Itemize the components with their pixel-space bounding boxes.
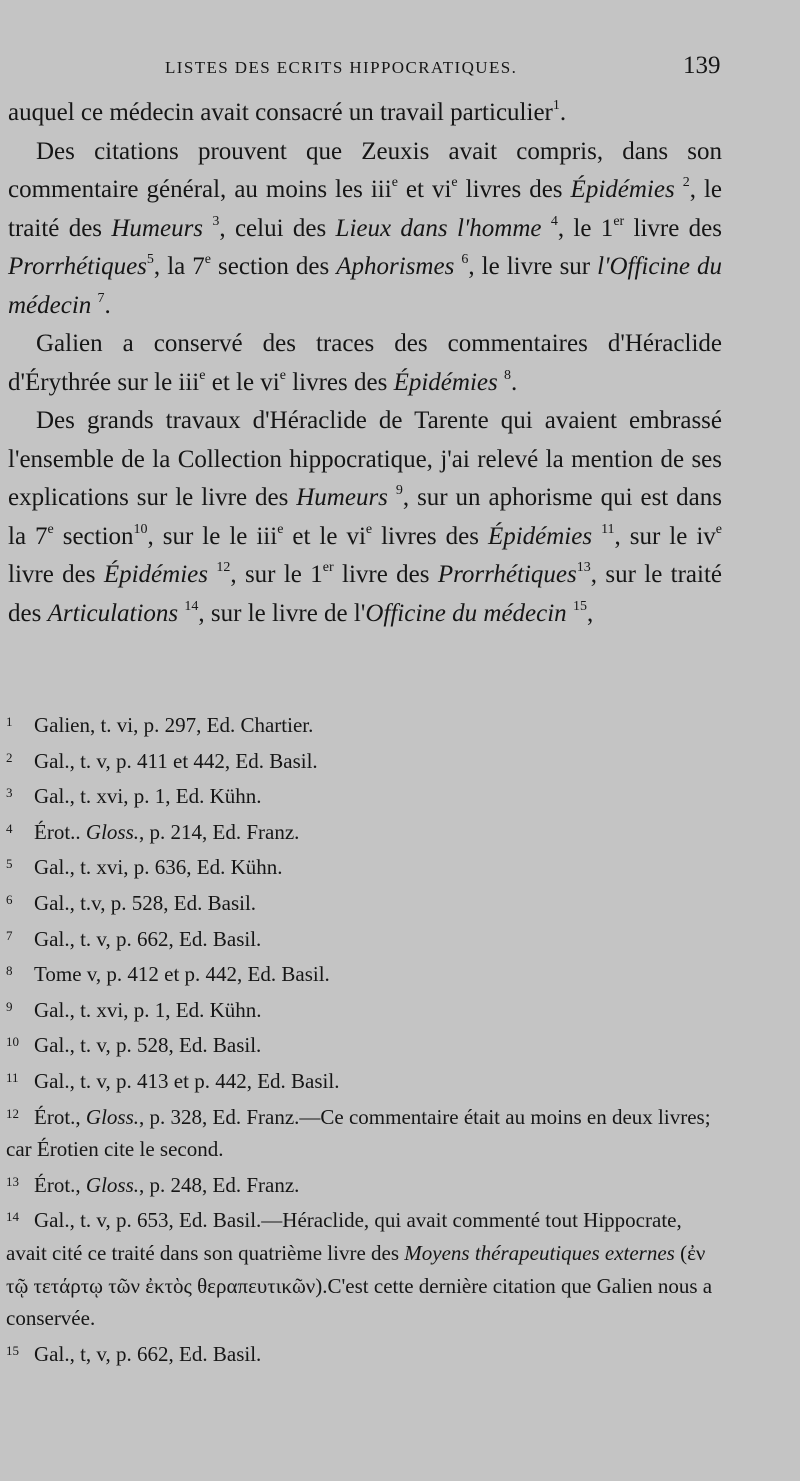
footnote-9	[6, 991, 716, 1027]
footnote-12	[6, 1098, 716, 1166]
note-ref: e	[199, 367, 206, 383]
note-ref: er	[613, 213, 625, 229]
italic-title: Articulations	[47, 599, 179, 627]
text-run	[388, 484, 396, 511]
italic-title: Prorrhétiques	[8, 253, 147, 280]
footnotes	[6, 706, 716, 1370]
text-run: Érot.,	[34, 1104, 86, 1129]
note-ref: 2	[682, 175, 690, 190]
text-run: Gal., t. xvi, p. 636, Ed. Kühn.	[34, 855, 283, 880]
text-run: livre des	[333, 561, 438, 588]
note-ref: e	[365, 521, 373, 537]
text-run: , le 1	[557, 214, 614, 242]
text-run: Gal., t.v, p. 528, Ed. Basil.	[34, 890, 257, 915]
note-ref: 12	[216, 560, 231, 575]
text-run: Gal., t, v, p. 662, Ed. Basil.	[34, 1341, 262, 1366]
italic-title: Lieux dans l'homme	[335, 214, 542, 242]
note-ref: e	[715, 521, 722, 537]
italic-title: Gloss.	[85, 819, 140, 844]
footnote-15	[6, 1335, 716, 1371]
note-ref: 1	[552, 98, 560, 113]
text-run: livre des	[624, 214, 723, 242]
footnote-number: 5	[6, 856, 13, 872]
text-run: Érot..	[34, 819, 86, 844]
text-run: , sur un aphorisme qui est dans la 7	[8, 484, 723, 550]
text-run: section des	[211, 253, 337, 280]
text-run: Érot.,	[34, 1172, 86, 1197]
text-run	[592, 523, 601, 550]
note-ref: 4	[550, 213, 558, 229]
footnote-5	[6, 848, 716, 884]
text-run: et le vi	[283, 522, 366, 550]
note-ref: 7	[97, 290, 105, 306]
text-run: , sur le 1	[230, 561, 323, 588]
text-run	[203, 215, 212, 242]
text-run: , sur le le iii	[147, 522, 278, 550]
text-run: , sur le livre de l'	[198, 599, 366, 627]
text-run: auquel ce médecin avait consacré un travail particulier	[8, 99, 553, 126]
italic-title: Épidémies	[487, 522, 593, 550]
footnote-number: 7	[6, 927, 13, 943]
main-text	[8, 94, 722, 633]
note-ref: 6	[461, 252, 469, 267]
text-run: , sur le iv	[614, 522, 716, 550]
footnote-number: 15	[6, 1342, 19, 1358]
note-ref: er	[322, 560, 334, 575]
text-run: , celui des	[219, 214, 336, 242]
note-ref: 14	[184, 598, 199, 614]
footnote-10	[6, 1026, 716, 1062]
text-run: Tome v, p. 412 et p. 442, Ed. Basil.	[34, 962, 330, 987]
footnote-7	[6, 920, 716, 956]
text-run: Galien, t. vi, p. 297, Ed. Chartier.	[34, 713, 314, 737]
text-run: Des grands travaux d'Héraclide de Tarente qui avaient embrassé l'ensemble de la Collection hippocratique, j'ai relevé la mention de ses explications sur le livre des	[8, 407, 722, 511]
italic-title: Aphorismes	[336, 253, 455, 280]
footnote-number: 8	[6, 963, 13, 979]
text-run: (ἐν τῷ τετάρτῳ τῶν ἐκτὸς θεραπευτικῶν).C'est cette dernière citation que Galien nous a conservée.	[6, 1240, 713, 1331]
footnote-number: 10	[6, 1034, 19, 1050]
italic-title: Épidémies	[570, 176, 675, 203]
text-run: livres des	[457, 176, 571, 203]
italic-title: Épidémies	[393, 368, 498, 396]
text-run: livres des	[285, 368, 394, 396]
note-ref: 13	[576, 560, 591, 575]
note-ref: e	[451, 175, 458, 190]
text-run	[542, 215, 551, 242]
text-run: et le vi	[205, 368, 280, 396]
footnote-number: 12	[6, 1105, 19, 1121]
text-run	[675, 176, 683, 203]
note-ref: e	[391, 175, 398, 190]
footnote-number: 13	[6, 1173, 19, 1189]
text-run: Gal., t. xvi, p. 1, Ed. Kühn.	[34, 997, 262, 1022]
footnote-8	[6, 955, 716, 991]
paragraph-1	[8, 94, 722, 133]
text-run: Gal., t. v, p. 653, Ed. Basil.—Héraclide, qui avait commenté tout Hippocrate, avait cité ce traité dans son quatrième livre des	[6, 1208, 682, 1265]
page-number: 139	[683, 52, 721, 79]
note-ref: 9	[395, 483, 403, 498]
text-run: section	[53, 522, 134, 550]
note-ref: 5	[146, 252, 154, 267]
footnote-13	[6, 1166, 716, 1202]
text-run: Gal., t. xvi, p. 1, Ed. Kühn.	[34, 784, 262, 809]
text-run: livres des	[372, 522, 488, 550]
footnote-2	[6, 742, 716, 778]
page-header	[0, 52, 800, 92]
note-ref: 3	[212, 213, 220, 229]
note-ref: e	[204, 252, 211, 267]
text-run: , le livre sur	[468, 253, 598, 280]
text-run: , p. 248, Ed. Franz.	[139, 1172, 300, 1197]
note-ref: 11	[601, 521, 615, 537]
text-run: .	[104, 291, 111, 319]
footnote-number: 9	[6, 998, 13, 1014]
italic-title: Épidémies	[103, 561, 208, 588]
footnote-number: 11	[6, 1069, 19, 1085]
footnote-number: 1	[6, 714, 13, 729]
paragraph-2	[8, 133, 722, 326]
italic-title: Officine du médecin	[365, 599, 567, 627]
italic-title: Gloss.	[85, 1104, 140, 1129]
text-run: et vi	[397, 176, 452, 203]
text-run: , la 7	[153, 253, 205, 280]
text-run: , p. 328, Ed. Franz.—Ce commentaire était au moins en deux livres; car Érotien cite le second.	[6, 1104, 711, 1162]
text-run: Des citations prouvent que Zeuxis avait compris, dans son commentaire général, au moins les iii	[8, 137, 722, 203]
running-title: LISTES DES ECRITS HIPPOCRATIQUES.	[165, 58, 518, 77]
footnote-number: 6	[6, 891, 13, 907]
text-run: Gal., t. v, p. 413 et p. 442, Ed. Basil.	[34, 1068, 340, 1093]
italic-title: Humeurs	[111, 214, 204, 242]
note-ref: 8	[503, 367, 511, 383]
text-run: .	[559, 99, 567, 126]
note-ref: e	[47, 521, 54, 537]
footnote-14	[6, 1201, 716, 1334]
footnote-number: 2	[6, 749, 13, 765]
text-run: Gal., t. v, p. 528, Ed. Basil.	[34, 1033, 262, 1058]
footnote-number: 3	[6, 785, 13, 801]
footnote-6	[6, 884, 716, 920]
italic-title: Prorrhétiques	[437, 561, 577, 588]
paragraph-3	[8, 325, 722, 402]
italic-title: l'Officine du médecin	[8, 253, 723, 319]
italic-title: Moyens thérapeutiques externes	[404, 1240, 675, 1265]
footnote-number: 14	[6, 1209, 19, 1225]
note-ref: 10	[133, 521, 148, 537]
text-run: , sur le traité des	[8, 561, 723, 627]
text-run: .	[510, 368, 518, 396]
text-run: Gal., t. v, p. 662, Ed. Basil.	[34, 926, 262, 951]
text-run: livre des	[8, 561, 104, 588]
footnote-11	[6, 1062, 716, 1098]
text-run: , le traité des	[8, 176, 723, 242]
text-run: Galien a conservé des traces des commentaires d'Héraclide d'Érythrée sur le iii	[8, 330, 722, 396]
italic-title: Humeurs	[296, 484, 388, 511]
italic-title: Gloss.	[85, 1172, 140, 1197]
footnote-3	[6, 777, 716, 813]
text-run: ,	[586, 599, 594, 627]
footnote-1	[6, 706, 716, 742]
text-run: , p. 214, Ed. Franz.	[139, 819, 300, 844]
paragraph-4	[8, 402, 722, 633]
note-ref: e	[279, 367, 286, 383]
footnote-number: 4	[6, 820, 13, 836]
note-ref: 15	[572, 598, 587, 614]
note-ref: e	[277, 521, 284, 537]
footnote-4	[6, 813, 716, 849]
text-run: Gal., t. v, p. 411 et 442, Ed. Basil.	[34, 748, 318, 773]
